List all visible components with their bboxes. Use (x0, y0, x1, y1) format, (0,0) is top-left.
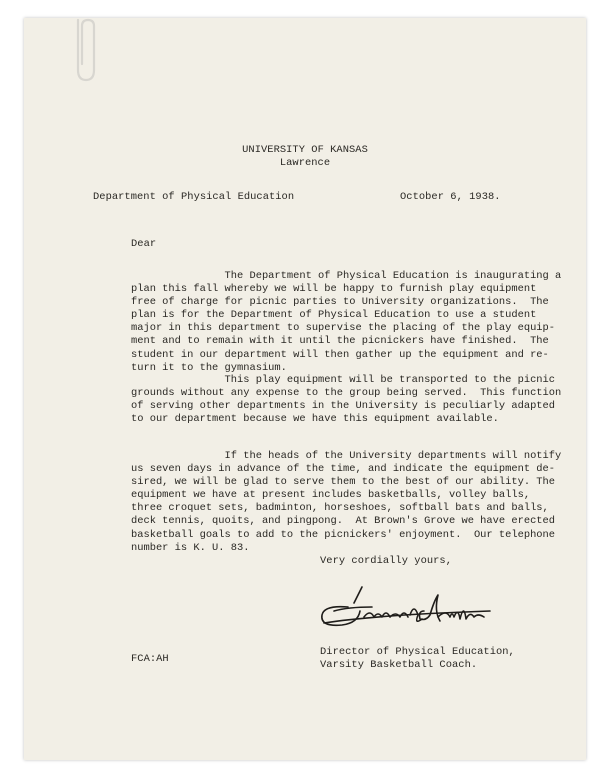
signer-title-1: Director of Physical Education, (320, 646, 515, 658)
text-line: us seven days in advance of the time, and indicate the equipment de- (131, 463, 556, 476)
text-line: three croquet sets, badminton, horseshoes, softball bats and balls, (131, 502, 549, 515)
text-line: grounds without any expense to the group being served. This function (131, 387, 562, 400)
text-line: deck tennis, quoits, and pingpong. At Brown's Grove we have erected (131, 515, 556, 528)
paperclip-icon (64, 18, 104, 88)
complimentary-close: Very cordially yours, (320, 555, 452, 567)
text-line: plan this fall whereby we will be happy to furnish play equipment (131, 283, 537, 296)
text-line: number is K. U. 83. (131, 541, 250, 554)
letterhead-institution: UNIVERSITY OF KANSAS (242, 144, 368, 156)
text-line: equipment we have at present includes basketballs, volley balls, (131, 489, 531, 502)
text-line: This play equipment will be transported to the picnic (131, 374, 556, 386)
letter-page (24, 18, 586, 760)
text-line: of serving other departments in the University is peculiarly adapted (131, 400, 556, 413)
text-line: major in this department to supervise the placing of the play equip- (131, 322, 556, 335)
letterhead-city: Lawrence (279, 157, 331, 169)
text-line: basketball goals to add to the picnickers' enjoyment. Our telephone (131, 528, 556, 541)
reference-initials: FCA:AH (131, 653, 169, 665)
text-line: If the heads of the University departments will notify (131, 450, 562, 462)
text-line: turn it to the gymnasium. (131, 361, 287, 374)
text-line: free of charge for picnic parties to University organizations. The (131, 296, 549, 309)
text-line: to our department because we have this equipment available. (131, 413, 499, 426)
handwritten-signature (314, 581, 504, 639)
text-line: sired, we will be glad to serve them to the best of our ability. The (131, 476, 556, 489)
department-name: Department of Physical Education (93, 191, 295, 203)
text-line: plan is for the Department of Physical Education to use a student (131, 309, 537, 322)
salutation: Dear (131, 238, 157, 250)
text-line: The Department of Physical Education is inaugurating a (131, 270, 562, 282)
letter-date: October 6, 1938. (400, 191, 501, 203)
paragraph-3 (131, 450, 562, 555)
text-line: student in our department will then gather up the equipment and re- (131, 348, 549, 361)
signer-title-2: Varsity Basketball Coach. (320, 659, 478, 671)
paragraph-2 (131, 374, 562, 426)
paragraph-1 (131, 270, 562, 375)
text-line: ment and to remain with it until the picnickers have finished. The (131, 335, 549, 348)
